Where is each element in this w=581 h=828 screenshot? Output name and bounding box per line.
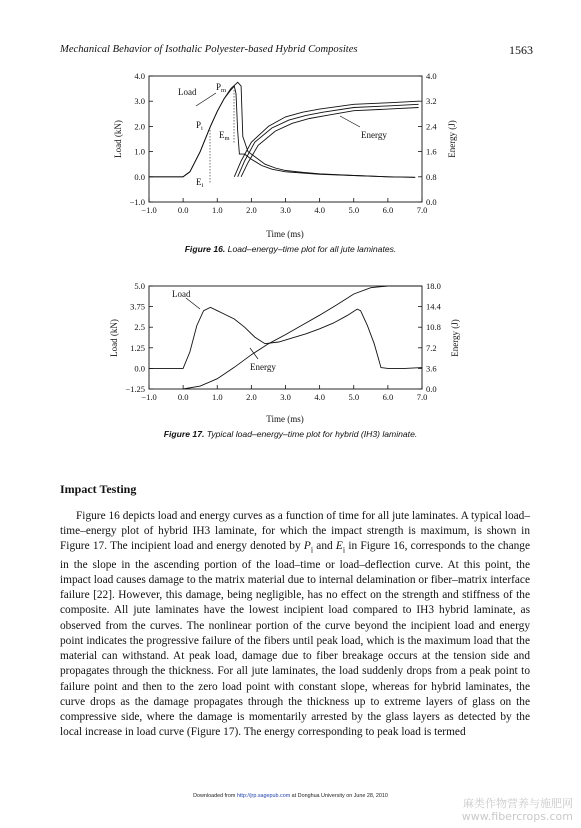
y-right-tick-label: 7.2 — [426, 342, 437, 353]
body-paragraph: Figure 16 depicts load and energy curves as a function of time for all jute laminates. A typical load–time–energy plot of hybrid IH3 laminate, for which the impact strength is maximum, is shown in Figure 17. The incipient load and energy denoted by $P_i$ and $E_i$ in Figure 16, corresponds to the change in the slope in the ascending portion of the load–time or load–deflection curve. At this point, the impact load causes damage to the matrix material due to internal delamination or fiber–matrix interface failure [22]. However, this damage, being negligible, has no effect on the strength and stiffness of the composite. All jute laminates have the lowest incipient load compared to IH3 hybrid laminate, as observed from the curves. The nonlinear portion of the curve beyond the incipient load and energy point indicates the progressive failure of the fibers until peak load, which is the maximum load that the material can withstand. At peak load, damage due to fiber breakage occurs at the tension side and propagates through the thickness. For all jute laminates, the load suddenly drops from a peak point to failure point and then to the zero load point with constant slope, whereas for hybrid laminates, the curve drops as the damage propagates through the thickness up to extreme layers of glass on the compressive side, where the damage is momentarily arrested by the glass layers as detected by the local increase in load curve (Figure 17). The energy corresponding to peak load is termed — [60, 510, 530, 739]
x-tick-label: 7.0 — [416, 205, 428, 215]
fig17-energy-label: Energy — [250, 362, 276, 372]
y-right-tick-label: 3.2 — [426, 96, 437, 107]
energy-series-line-5 — [241, 108, 419, 177]
x-tick-label: 2.0 — [246, 205, 257, 215]
y-left-tick-label: 1.25 — [130, 342, 145, 353]
fig16-load-arrow — [196, 93, 216, 106]
figure-17-chart — [0, 276, 581, 436]
x-tick-label: 4.0 — [314, 392, 325, 402]
y-left-tick-label: 1.0 — [134, 146, 145, 157]
x-tick-label: 5.0 — [348, 392, 360, 402]
y-right-tick-label: 14.4 — [426, 301, 441, 312]
x-tick-label: 7.0 — [416, 392, 428, 402]
section-heading: Impact Testing — [60, 482, 137, 496]
fig16-pi-label: $P_i$ — [196, 120, 203, 132]
x-tick-label: 5.0 — [348, 205, 360, 215]
y-right-tick-label: 4.0 — [426, 71, 437, 81]
y-right-tick-label: 18.0 — [426, 281, 441, 291]
y-right-tick-label: 0.0 — [426, 197, 437, 207]
y-left-tick-label: 4.0 — [134, 71, 145, 81]
y-left-tick-label: 0.0 — [134, 171, 145, 182]
y-right-tick-label: 0.8 — [426, 171, 437, 182]
fig16-em-label: $E_m$ — [219, 130, 230, 142]
x-tick-label: 6.0 — [382, 205, 394, 215]
fig16-left-axis-label: Load (kN) — [113, 120, 123, 158]
fig16-x-axis-label: Time (ms) — [266, 229, 304, 239]
y-left-tick-label: 3.75 — [130, 301, 145, 312]
y-right-tick-label: 0.0 — [426, 384, 437, 394]
fig16-right-axis-ticks — [418, 71, 437, 207]
fig16-pm-label: $P_m$ — [216, 82, 227, 94]
figure-16-chart — [0, 66, 581, 306]
fig16-x-axis-ticks — [141, 198, 427, 215]
fig17-right-axis-label: Energy (J) — [450, 319, 460, 357]
x-tick-label: −1.0 — [141, 205, 157, 215]
fig16-ei-label: $E_i$ — [196, 177, 204, 189]
x-tick-label: 4.0 — [314, 205, 325, 215]
energy-series-line-2 — [183, 286, 422, 389]
y-left-tick-label: 2.0 — [134, 121, 145, 132]
fig16-left-axis-ticks — [130, 71, 153, 207]
fig16-right-axis-label: Energy (J) — [447, 120, 457, 158]
download-footer: Downloaded from http://jrp.sagepub.com at Donghua University on June 28, 2010 — [193, 793, 388, 799]
x-tick-label: 3.0 — [280, 392, 291, 402]
y-right-tick-label: 1.6 — [426, 146, 437, 157]
x-tick-label: 6.0 — [382, 392, 394, 402]
fig16-energy-arrow — [340, 116, 360, 127]
figure-16-caption: Figure 16. Load–energy–time plot for all jute laminates. — [184, 244, 397, 254]
x-tick-label: −1.0 — [141, 392, 157, 402]
site-watermark: 麻类作物营养与施肥网 www.fibercrops.com — [461, 797, 573, 823]
running-header: Mechanical Behavior of Isothalic Polyester-based Hybrid Composites — [60, 44, 358, 55]
y-right-tick-label: 3.6 — [426, 363, 437, 374]
fig16-energy-label: Energy — [361, 130, 387, 140]
x-tick-label: 1.0 — [211, 205, 223, 215]
y-left-tick-label: 0.0 — [134, 363, 145, 374]
fig17-load-arrow — [186, 298, 200, 309]
page-number: 1563 — [509, 43, 533, 57]
x-tick-label: 0.0 — [177, 205, 189, 215]
fig17-energy-arrow — [250, 348, 258, 359]
fig17-left-axis-label: Load (kN) — [109, 319, 119, 357]
x-tick-label: 3.0 — [280, 205, 291, 215]
fig17-right-axis-ticks — [418, 281, 442, 394]
load-series-line-1 — [149, 307, 422, 368]
y-left-tick-label: 2.5 — [134, 322, 145, 333]
y-left-tick-label: −1.25 — [125, 384, 145, 394]
y-right-tick-label: 10.8 — [426, 322, 441, 333]
x-tick-label: 2.0 — [246, 392, 257, 402]
y-left-tick-label: 5.0 — [134, 281, 145, 291]
fig17-x-axis-ticks — [141, 385, 427, 402]
y-right-tick-label: 2.4 — [426, 121, 437, 132]
sagepub-link[interactable]: http://jrp.sagepub.com — [236, 793, 291, 799]
x-tick-label: 0.0 — [177, 392, 189, 402]
x-tick-label: 1.0 — [211, 392, 223, 402]
fig17-x-axis-label: Time (ms) — [266, 414, 304, 424]
y-left-tick-label: −1.0 — [129, 197, 145, 207]
y-left-tick-label: 3.0 — [134, 96, 145, 107]
figure-17-caption: Figure 17. Typical load–energy–time plot for hybrid (IH3) laminate. — [163, 429, 418, 439]
fig17-load-label: Load — [172, 289, 191, 299]
fig16-load-label: Load — [178, 87, 197, 97]
